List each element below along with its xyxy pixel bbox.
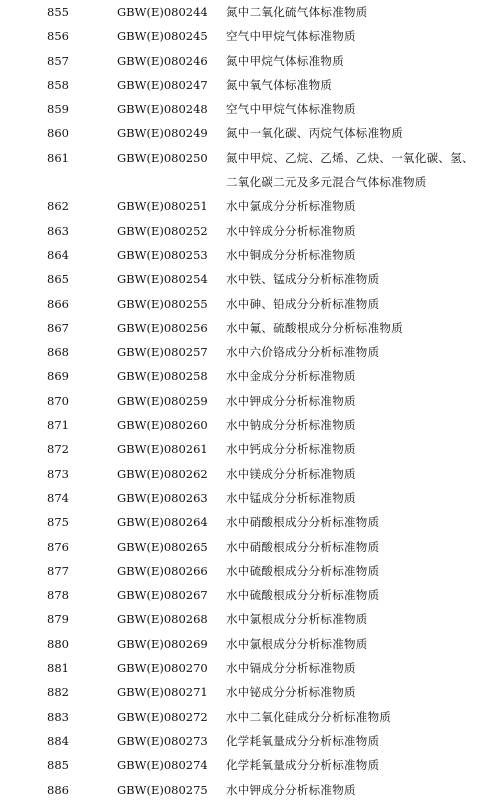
material-name: 氮中氧气体标准物质 bbox=[226, 77, 333, 92]
material-name: 水中六价铬成分分析标准物质 bbox=[226, 345, 380, 360]
table-row bbox=[0, 121, 500, 145]
table-row bbox=[0, 0, 500, 24]
material-name: 氮中甲烷气体标准物质 bbox=[226, 53, 344, 68]
table-row bbox=[0, 413, 500, 437]
material-code: GBW(E)080250 bbox=[117, 150, 208, 165]
table-row bbox=[0, 753, 500, 777]
row-number: 875 bbox=[47, 515, 69, 530]
material-code: GBW(E)080247 bbox=[117, 77, 208, 92]
material-name: 水中硝酸根成分分析标准物质 bbox=[226, 539, 380, 554]
material-name: 水中氯根成分分析标准物质 bbox=[226, 612, 368, 627]
table-row bbox=[0, 97, 500, 121]
material-code: GBW(E)080251 bbox=[117, 199, 208, 214]
material-code: GBW(E)080244 bbox=[117, 5, 208, 19]
table-row bbox=[0, 486, 500, 510]
table-row bbox=[0, 535, 500, 559]
material-code: GBW(E)080263 bbox=[117, 490, 208, 505]
material-name: 水中镁成分分析标准物质 bbox=[226, 466, 356, 481]
row-number: 864 bbox=[47, 247, 69, 262]
material-name: 水中钾成分分析标准物质 bbox=[226, 393, 356, 408]
material-code: GBW(E)080275 bbox=[117, 782, 208, 797]
material-code: GBW(E)080248 bbox=[117, 102, 208, 117]
row-number: 866 bbox=[47, 296, 69, 311]
row-number: 879 bbox=[47, 612, 69, 627]
material-name: 空气中甲烷气体标准物质 bbox=[226, 29, 356, 44]
row-number: 874 bbox=[47, 490, 69, 505]
table-row bbox=[0, 364, 500, 388]
table-row bbox=[0, 729, 500, 753]
material-code: GBW(E)080268 bbox=[117, 612, 208, 627]
material-name: 水中硫酸根成分分析标准物质 bbox=[226, 563, 380, 578]
material-name: 水中钾成分分析标准物质 bbox=[226, 782, 356, 797]
row-number: 855 bbox=[47, 5, 69, 19]
row-number: 867 bbox=[47, 320, 69, 335]
material-name: 水中硫酸根成分分析标准物质 bbox=[226, 588, 380, 603]
material-code: GBW(E)080254 bbox=[117, 272, 208, 287]
row-number: 857 bbox=[47, 53, 69, 68]
material-code: GBW(E)080249 bbox=[117, 126, 208, 141]
material-name: 水中锰成分分析标准物质 bbox=[226, 490, 356, 505]
row-number: 873 bbox=[47, 466, 69, 481]
material-code: GBW(E)080274 bbox=[117, 758, 208, 773]
table-row bbox=[0, 559, 500, 583]
material-name: 空气中甲烷气体标准物质 bbox=[226, 102, 356, 117]
material-name: 水中锌成分分析标准物质 bbox=[226, 223, 356, 238]
table-row bbox=[0, 632, 500, 656]
material-name: 水中钙成分分析标准物质 bbox=[226, 442, 356, 457]
material-name: 化学耗氧量成分分析标准物质 bbox=[226, 758, 380, 773]
material-code: GBW(E)080272 bbox=[117, 709, 208, 724]
material-name: 水中硝酸根成分分析标准物质 bbox=[226, 515, 380, 530]
material-code: GBW(E)080252 bbox=[117, 223, 208, 238]
row-number: 876 bbox=[47, 539, 69, 554]
row-number: 858 bbox=[47, 77, 69, 92]
table-row bbox=[0, 49, 500, 73]
table-row bbox=[0, 73, 500, 97]
row-number: 863 bbox=[47, 223, 69, 238]
material-name: 氮中二氧化硫气体标准物质 bbox=[226, 5, 368, 19]
material-code: GBW(E)080264 bbox=[117, 515, 208, 530]
material-name: 水中氯根成分分析标准物质 bbox=[226, 636, 368, 651]
row-number: 878 bbox=[47, 588, 69, 603]
row-number: 886 bbox=[47, 782, 69, 797]
material-code: GBW(E)080266 bbox=[117, 563, 208, 578]
table-row bbox=[0, 583, 500, 607]
row-number: 882 bbox=[47, 685, 69, 700]
row-number: 872 bbox=[47, 442, 69, 457]
material-name: 水中砷、铅成分分析标准物质 bbox=[226, 296, 380, 311]
material-code: GBW(E)080261 bbox=[117, 442, 208, 457]
material-name: 水中铋成分分析标准物质 bbox=[226, 685, 356, 700]
table-row bbox=[0, 778, 500, 802]
table-row bbox=[0, 705, 500, 729]
material-name: 水中铜成分分析标准物质 bbox=[226, 247, 356, 262]
table-row bbox=[0, 219, 500, 243]
material-code: GBW(E)080260 bbox=[117, 418, 208, 433]
table-row bbox=[0, 194, 500, 218]
row-number: 885 bbox=[47, 758, 69, 773]
row-number: 880 bbox=[47, 636, 69, 651]
row-number: 860 bbox=[47, 126, 69, 141]
material-code: GBW(E)080265 bbox=[117, 539, 208, 554]
material-code: GBW(E)080267 bbox=[117, 588, 208, 603]
material-name: 水中氟、硫酸根成分分析标准物质 bbox=[226, 320, 403, 335]
material-code: GBW(E)080262 bbox=[117, 466, 208, 481]
row-number: 871 bbox=[47, 418, 69, 433]
material-name: 水中铁、锰成分分析标准物质 bbox=[226, 272, 380, 287]
table-row bbox=[0, 462, 500, 486]
material-code: GBW(E)080245 bbox=[117, 29, 208, 44]
material-name: 化学耗氧量成分分析标准物质 bbox=[226, 733, 380, 748]
table-row bbox=[0, 389, 500, 413]
material-code: GBW(E)080256 bbox=[117, 320, 208, 335]
row-number: 877 bbox=[47, 563, 69, 578]
material-code: GBW(E)080271 bbox=[117, 685, 208, 700]
row-number: 861 bbox=[47, 150, 69, 165]
material-code: GBW(E)080270 bbox=[117, 661, 208, 676]
material-code: GBW(E)080253 bbox=[117, 247, 208, 262]
material-code: GBW(E)080257 bbox=[117, 345, 208, 360]
material-code: GBW(E)080273 bbox=[117, 733, 208, 748]
row-number: 856 bbox=[47, 29, 69, 44]
table-row bbox=[0, 24, 500, 48]
material-name: 水中二氧化硅成分分析标准物质 bbox=[226, 709, 392, 724]
material-name: 水中镉成分分析标准物质 bbox=[226, 661, 356, 676]
row-number: 862 bbox=[47, 199, 69, 214]
row-number: 883 bbox=[47, 709, 69, 724]
table-row bbox=[0, 292, 500, 316]
row-number: 870 bbox=[47, 393, 69, 408]
material-code: GBW(E)080259 bbox=[117, 393, 208, 408]
material-code: GBW(E)080269 bbox=[117, 636, 208, 651]
material-name: 水中金成分分析标准物质 bbox=[226, 369, 356, 384]
row-number: 865 bbox=[47, 272, 69, 287]
row-number: 868 bbox=[47, 345, 69, 360]
material-name: 水中氯成分分析标准物质 bbox=[226, 199, 356, 214]
table-row bbox=[0, 607, 500, 631]
table-row bbox=[0, 510, 500, 534]
row-number: 859 bbox=[47, 102, 69, 117]
row-number: 869 bbox=[47, 369, 69, 384]
table-row bbox=[0, 680, 500, 704]
material-name: 氮中甲烷、乙烷、乙烯、乙炔、一氧化碳、氢、二氧化碳二元及多元混合气体标准物质 bbox=[226, 150, 474, 190]
table-row bbox=[0, 243, 500, 267]
table-row bbox=[0, 656, 500, 680]
table-row bbox=[0, 316, 500, 340]
table-row bbox=[0, 437, 500, 461]
material-name: 氮中一氧化碳、丙烷气体标准物质 bbox=[226, 126, 403, 141]
material-code: GBW(E)080246 bbox=[117, 53, 208, 68]
material-name: 水中钠成分分析标准物质 bbox=[226, 418, 356, 433]
table-row bbox=[0, 340, 500, 364]
table-row bbox=[0, 267, 500, 291]
row-number: 884 bbox=[47, 733, 69, 748]
material-code: GBW(E)080255 bbox=[117, 296, 208, 311]
material-code: GBW(E)080258 bbox=[117, 369, 208, 384]
row-number: 881 bbox=[47, 661, 69, 676]
table-row bbox=[0, 146, 500, 195]
